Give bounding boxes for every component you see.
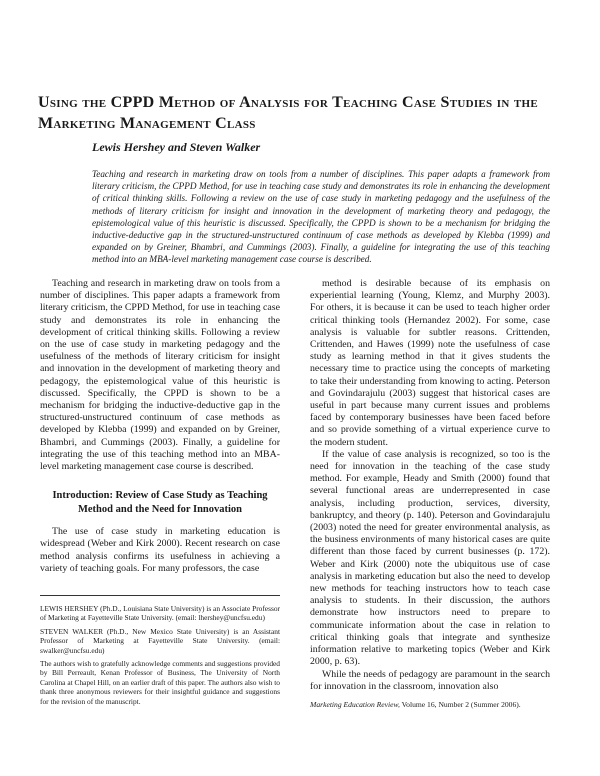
right-column [310,278,550,693]
paper-title: Using the CPPD Method of Analysis for Teaching Case Studies in the Marketing Management Class [38,94,539,132]
author-notes [40,604,280,710]
left-column [40,278,280,575]
journal-details: Volume 16, Number 2 (Summer 2006). [401,700,521,709]
journal-footer [310,700,560,709]
left-paragraph-2: The use of case study in marketing education is widespread (Weber and Kirk 2000). Recent research on case method analysis confirms its usefulness in achieving a variety of teaching goals. For many professors, the case [40,526,280,574]
note-hershey: LEWIS HERSHEY (Ph.D., Louisiana State University) is an Associate Professor of Marketing at Fayetteville State University. (email: lhershey@uncfsu.edu) [40,604,280,623]
left-paragraph-1: Teaching and research in marketing draw on tools from a number of disciplines. This paper adapts a framework from literary criticism, the CPPD Method, for use in teaching case study and demonstrates its role in enhancing the development of critical thinking skills. Following a review on the use of case study in marketing pedagogy and the usefulness of the methods of literary criticism for insight and innovation in the development of marketing theory and pedagogy, the epistemological value of this heuristic is discussed. Specifically, the CPPD is shown to be a mechanism for bridging the inductive-deductive gap in the structured-unstructured continuum of case methods as developed by Klebba (1999) and expanded on by Greiner, Bhambri, and Cummings (2003). Finally, a guideline for integrating the use of this teaching method into an MBA-level marketing management case course is described. [40,278,280,473]
journal-name: Marketing Education Review, [310,700,400,709]
abstract: Teaching and research in marketing draw on tools from a number of disciplines. This paper adapts a framework from literary criticism, the CPPD Method, for use in teaching case study and demonstrates its role in enhancing the development of critical thinking skills. Following a review on the use of case study in marketing pedagogy and the usefulness of the methods of literary criticism for insight and innovation in the development of marketing theory and pedagogy, the epistemological value of this heuristic is discussed. Specifically, the CPPD is shown to be a mechanism for bridging the inductive-deductive gap in the structured-unstructured continuum of case methods as developed by Klebba (1999) and expanded on by Greiner, Bhambri, and Cummings (2003). Finally, a guideline for integrating the use of this teaching method into an MBA-level marketing management case course is described. [92,169,550,265]
note-acknowledgements: The authors wish to gratefully acknowledge comments and suggestions provided by Bill Perreault, Kenan Professor of Business, The University of North Carolina at Chapel Hill, on an earlier draft of this paper. The authors also wish to thank three anonymous reviewers for their insightful guidance and suggestions for the revision of the manuscript. [40,659,280,706]
note-walker: STEVEN WALKER (Ph.D., New Mexico State University) is an Assistant Professor of Marketing at Fayetteville State University. (email: swalker@uncfsu.edu) [40,626,280,655]
right-paragraph-3: While the needs of pedagogy are paramount in the search for innovation in the classroom, innovation also [310,668,550,692]
right-paragraph-2: If the value of case analysis is recognized, so too is the need for innovation in the teaching of the case study method. For example, Heady and Smith (2000) found that several functional areas are underrepresented in case analysis, including production, services, diversity, bankruptcy, and theory (p. 140). Peterson and Govindarajulu (2003) noted the need for greater environmental analysis, as the business environments of many historical cases are quite different than those faced by current businesses (p. 172). Weber and Kirk (2000) note the ubiquitous use of case analysis in marketing education but also the need to develop new methods for teaching instructors how to teach case analysis to students. In their discussion, the authors demonstrate how instructors need to prepare to communicate information about the case in relation to critical thinking goals that integrate and synthesize information relative to marketing topics (Weber and Kirk 2000, p. 63). [310,448,550,668]
section-heading: Introduction: Review of Case Study as Teaching Method and the Need for Innovation [52,490,268,515]
footnote-divider [40,595,280,596]
right-paragraph-1: method is desirable because of its emphasis on experiential learning (Young, Klemz, and Murphy 2003). For others, it is because it can be used to teach higher order critical thinking tools (Hernandez 2002). For some, case analysis is valuable for subtler reasons. Crittenden, Crittenden, and Hawes (1999) note the usefulness of case study as learning method in that it gives students the necessary time to practice using the concepts of marketing to take their understanding from knowing to acting. Peterson and Govindarajulu (2003) suggest that historical cases are useful in part because many current issues and problems faced by contemporary businesses have been faced before and so provide something of a virtual experience curve to the modern student. [310,278,550,448]
author-names: Lewis Hershey and Steven Walker [92,140,261,154]
